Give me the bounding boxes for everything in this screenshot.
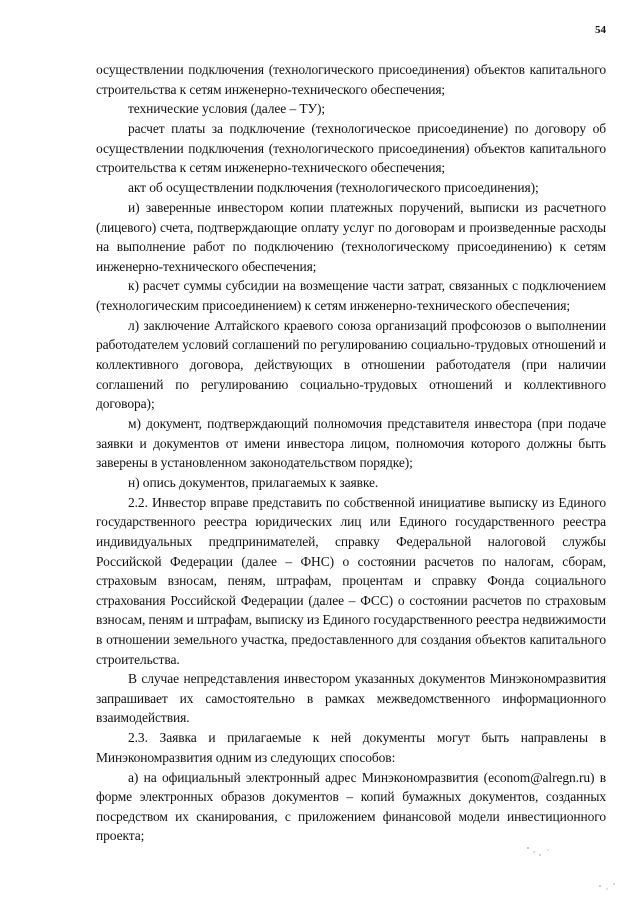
paragraph: а) на официальный электронный адрес Минэкономразвития (econom@alregn.ru) в форме электронных образов документов – копий бумажных документов, созданных посредством их сканирования, с приложением финансовой модели инвестиционного проекта; bbox=[96, 769, 606, 844]
paragraph: акт об осуществлении подключения (технологического присоединения); bbox=[128, 180, 539, 196]
page-number: 54 bbox=[595, 24, 606, 36]
paragraph: технические условия (далее – ТУ); bbox=[128, 101, 326, 117]
paragraph: м) документ, подтверждающий полномочия представителя инвестора (при подаче заявки и документов от имени инвестора лицом, полномочия которого должны быть заверены в установленном законодательством порядке); bbox=[96, 416, 606, 471]
paragraph: и) заверенные инвестором копии платежных поручений, выписки из расчетного (лицевого) счета, подтверждающие оплату услуг по договорам и произведенные расходы на выполнение работ по подключению (технологическому присоединению) к сетям инженерно-технического обеспечения; bbox=[96, 199, 606, 274]
paragraph: л) заключение Алтайского краевого союза организаций профсоюзов о выполнении работодателем условий соглашений по регулированию социально-трудовых отношений и коллективного договора, действующих в отношении работодателя (при наличии соглашений по регулированию социально-трудовых отношений и коллективного договора); bbox=[96, 317, 606, 412]
paragraph: 2.3. Заявка и прилагаемые к ней документы могут быть направлены в Минэкономразвития одним из следующих способов: bbox=[96, 730, 606, 765]
paragraph: к) расчет суммы субсидии на возмещение части затрат, связанных с подключением (технологическим присоединением) к сетям инженерно-технического обеспечения; bbox=[96, 278, 606, 314]
paragraph: н) опись документов, прилагаемых к заявке. bbox=[128, 474, 379, 490]
paragraph: осуществлении подключения (технологического присоединения) объектов капитального строительства к сетям инженерно-технического обеспечения; bbox=[96, 62, 606, 97]
paragraph: В случае непредставления инвестором указанных документов Минэкономразвития запрашивает их самостоятельно в рамках межведомственного информационного взаимодействия. bbox=[96, 671, 606, 726]
document-body bbox=[96, 60, 606, 846]
scan-blemish bbox=[510, 840, 630, 900]
paragraph: расчет платы за подключение (технологическое присоединение) по договору об осуществлении подключения (технологического присоединения) объектов капитального строительства к сетям инженерно-технического обеспечения; bbox=[96, 121, 606, 176]
paragraph: 2.2. Инвестор вправе представить по собственной инициативе выписку из Единого государственного реестра юридических лиц или Единого государственного реестра индивидуальных предпринимателей, справку Федеральной налоговой службы Российской Федерации (далее – ФНС) о состоянии расчетов по налогам, сборам, страховым взносам, пеням, штрафам, процентам и справку Фонда социального страхования Российской Федерации (далее – ФСС) о состоянии расчетов по страховым взносам, пеням и штрафам, выписку из Единого государственного реестра недвижимости в отношении земельного участка, предоставленного для создания объектов капитального строительства. bbox=[96, 494, 606, 667]
